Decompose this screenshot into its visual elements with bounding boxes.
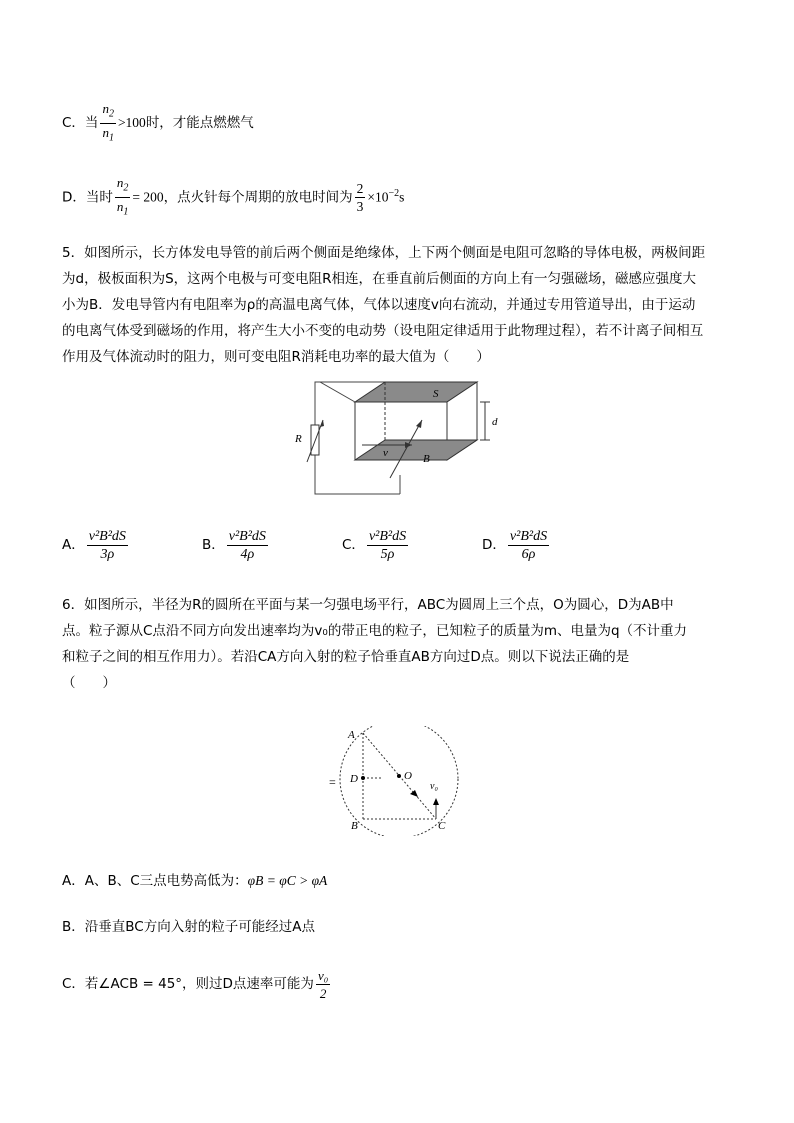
label-v0: v₀ (430, 781, 438, 792)
label-C: C (438, 820, 446, 832)
q5-option-c: C． $\frac{\text{v²B²dS}}{5\rho}$ (342, 528, 407, 562)
label-O: O (404, 770, 412, 782)
label-B: B (423, 453, 430, 465)
q6-option-c: C．若∠ACB = 45°，则过D点速率可能为 $\frac{\text{v₀}}{2}$ (62, 967, 329, 1001)
q4-option-d: D．当时 $\frac{n_2}{n_1}$ = 200，点火针每个周期的放电时间为 $\frac{2}{3}$ $\times 10^{-2}s$ (62, 174, 404, 214)
q5-option-b: B． $\frac{\text{v²B²dS}}{4\rho}$ (202, 528, 266, 562)
ca-direction-arrow (410, 790, 418, 797)
circle-field-figure (326, 726, 466, 836)
question-5-text: 5．如图所示，长方体发电导管的前后两个侧面是绝缘体，上下两个侧面是电阻可忽略的导体电极，两极间距 为d，极板面积为S，这两个电极与可变电阻R相连，在垂直前后侧面的方向上有一匀强磁场，磁感应强度大 小为B．发电导管内有电阻率为ρ的高温电离气体，气体以速度v向右流动，并通过专用管道导出，由于运动 的电离气体受到磁场的作用，将产生大小不变的电动势（设电阻定律适用于此物理过程），若不计离子间相互 作用及气体流动时的阻力，则可变电阻R消耗电功率的最大值为（ ） (62, 245, 706, 365)
label-v: v (383, 447, 388, 459)
q5-option-d: D． $\frac{\text{v²B²dS}}{6\rho}$ (482, 528, 548, 562)
label-B: B (351, 820, 358, 832)
question-6-text: 6．如图所示，半径为R的圆所在平面与某一匀强电场平行，ABC为圆周上三个点，O为圆心，D为AB中 点。粒子源从C点沿不同方向发出速率均为v₀的带正电的粒子，已知粒子的质量为m、电量为q（不计重力 和粒子之间的相互作用力）。若沿CA方向入射的粒子恰垂直AB方向过D点。则以下说法正确的是 （ ） (62, 597, 688, 691)
label-S: S (433, 388, 439, 400)
label-D: D (350, 773, 358, 785)
fraction-n2-n1: $\frac{n_2}{n_1}$ (116, 175, 129, 218)
point-D (361, 776, 365, 780)
q6-option-b: B．沿垂直BC方向入射的粒子可能经过A点 (62, 919, 315, 935)
fraction-n2-n1: $\frac{n_2}{n_1}$ (102, 101, 114, 144)
fraction-2-3: $\frac{2}{3}$ (356, 181, 364, 214)
q5-option-a: A． $\frac{\text{v²B²dS}}{3\rho}$ (62, 528, 126, 562)
q6-option-a: A．A、B、C三点电势高低为：φB = φC > φA (62, 873, 328, 889)
label-R: R (295, 433, 302, 445)
generator-duct-figure (290, 380, 510, 500)
label-d: d (492, 416, 498, 428)
label-A: A (348, 729, 355, 741)
equals-mark: = (329, 775, 336, 789)
q4-option-c: C．当 $\frac{n_2}{n_1}$ >100时，才能点燃燃气 (62, 100, 254, 140)
point-O (397, 774, 401, 778)
